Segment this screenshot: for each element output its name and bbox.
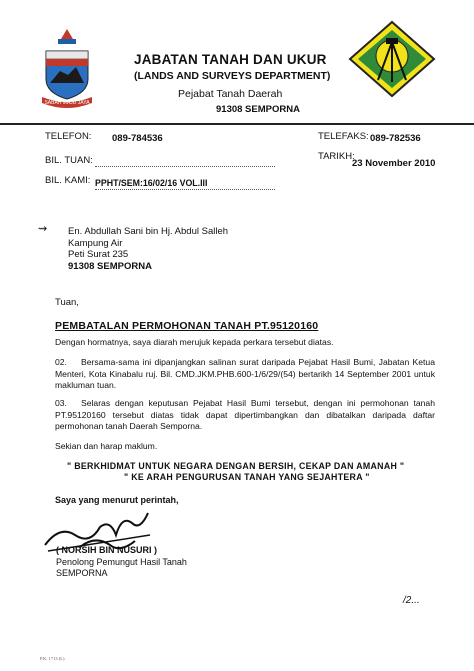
signatory-location: SEMPORNA [56,568,108,578]
phone-label: TELEFON: [45,131,92,142]
date-label: TARIKH: [318,151,355,162]
signatory-name: ( NORSIH BIN NUSURI ) [56,545,157,555]
department-subtitle: (LANDS AND SURVEYS DEPARTMENT) [134,70,331,82]
fax-label: TELEFAKS: [318,131,369,142]
form-code: P.K. 1713 (L) [40,656,65,661]
paragraph-text: Selaras dengan keputusan Pejabat Hasil Bumi tersebut, dengan ini permohonan tanah PT.95120160 tersebut diatas tidak dapat dipertimbangkan dan dibatalkan daripada daftar permohonan tanah Daerah Semporna. [55,398,435,431]
slogan-line-1: " BERKHIDMAT UNTUK NEGARA DENGAN BERSIH, CEKAP DAN AMANAH " [67,461,405,471]
signatory-position: Penolong Pemungut Hasil Tanah [56,557,187,567]
letter-date: 23 November 2010 [352,158,436,169]
paragraph-3 [55,398,435,433]
paragraph-2 [55,357,435,392]
fax-number: 089-782536 [370,133,421,144]
paragraph-text: Bersama-sama ini dipanjangkan salinan surat daripada Pejabat Hasil Bumi, Jabatan Ketua Menteri, Kota Kinabalu ruj. Bil. CMD.JKM.PHB.600-1/6/29/(54) bertarikh 14 September 2001 untuk makluman tuan. [55,357,435,390]
office-postcode: 91308 SEMPORNA [216,104,300,115]
office-name: Pejabat Tanah Daerah [178,88,283,100]
our-ref-dotted-line [95,189,275,190]
handwritten-signature [40,505,160,565]
salutation: Tuan, [55,297,79,308]
recipient-name: En. Abdullah Sani bin Hj. Abdul Salleh [68,226,229,237]
intro-paragraph: Dengan hormatnya, saya diarah merujuk kepada perkara tersebut diatas. [55,337,334,347]
paragraph-number: 02. [55,357,67,367]
recipient-address [68,226,228,272]
closing-phrase: Saya yang menurut perintah, [55,495,179,505]
recipient-line: 91308 SEMPORNA [68,260,152,272]
recipient-line: Peti Surat 235 [68,249,129,260]
header-divider [0,123,474,125]
department-title: JABATAN TANAH DAN UKUR [134,52,327,67]
your-ref-dotted-line [95,166,275,167]
page-continuation: /2... [403,595,420,606]
paragraph-number: 03. [55,398,67,408]
sabah-crest-logo [38,27,96,109]
closing-remark: Sekian dan harap maklum. [55,441,158,451]
your-ref-label: BIL. TUAN: [45,155,93,166]
survey-department-logo [348,20,436,98]
our-ref-number: PPHT/SEM:16/02/16 VOL.III [95,178,208,188]
letter-subject: PEMBATALAN PERMOHONAN TANAH PT.95120160 [55,320,319,332]
crest-motto-text: SABAH MAJU JAYA [44,100,90,106]
arrow-mark-icon: ⇝ [38,223,48,235]
slogan-line-2: " KE ARAH PENGURUSAN TANAH YANG SEJAHTERA " [124,472,370,482]
our-ref-label: BIL. KAMI: [45,175,91,186]
recipient-line: Kampung Air [68,237,123,249]
phone-number: 089-784536 [112,133,163,144]
